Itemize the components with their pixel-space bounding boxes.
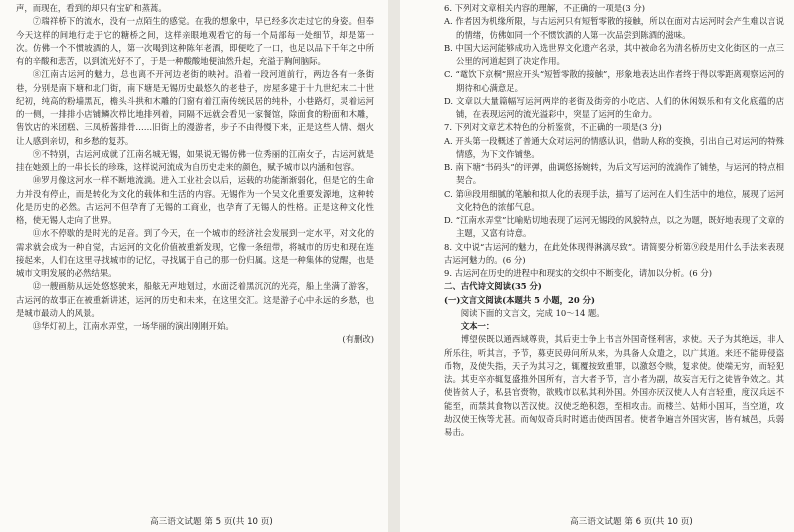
left-page [0, 0, 388, 532]
essay-paragraph: ⑧江南古运河的魅力，总也离不开河边老街的映衬。沿着一段河道前行，两边各有一条街巷，分别是南下塘和北门街，南下塘是无锡历史最悠久的老巷子，房屋多建于十九世纪末二十世纪初，纯高的粉墙黑瓦，檐头斗拱和木雕的门窗有着江南传统民居的纯朴，小巷路灯，灵着运河的一侧，一排排小店铺鳞次栉比地排列着，同隔不远就会看见一家餐馆，除面食的粉面和木雕，售饮店的米团糕、三凤桥酱排骨……旧街上的漫游者，步子不由得慢下来，正是这些人情、烟火让人感到亲切，和乡愁的复苏。 [16, 69, 374, 146]
answer-option: C. “鼋饮下京桐”照应开头“短暂零散的接触”，形象地表达出作者终于得以零距离观察运河的期待和心满意足。 [444, 69, 784, 93]
essay-paragraph: ⑪水不停歇的是时光的足音。到了今天，在一个城市的经济社会发展到一定水平，对文化的需求就会成为一种自觉，古运河的文化价值被重新发现，它像一条纽带，将城市的历史和现在连接起来，人们在这里寻找城市的记忆，寻找属于自己的那一份归属。这是一种集体的觉醒，也是城市文明发展的必然结果。 [16, 228, 374, 278]
section-heading: 文本一： [460, 321, 495, 331]
essay-paragraph: 声，而现在，看到的却只有宝矿和蒸蒿。 [16, 3, 167, 13]
right-page-body [444, 2, 784, 439]
answer-option: C. 第⑩段用细腻的笔触和拟人化的表现手法，描写了运河在人们生活中的地位，展现了运河文化特色的浓郁气息。 [444, 188, 784, 212]
answer-option: B. 南下塘“书码头”的评弹，曲调悠扬婉转，为后文写运河的流淌作了铺垫，与运河的特点相契合。 [444, 162, 784, 186]
answer-option: A. 开头第一段概述了普通大众对运河的情感认识，借助人称的变换，引出自己对运河的特殊情感，为下文作铺垫。 [444, 135, 784, 159]
answer-option: B. 中国大运河能够成功入选世界文化遗产名录，其中被命名为清名桥历史文化街区的一点三公里的河道起到了决定作用。 [444, 42, 784, 66]
page-gutter [388, 0, 400, 532]
left-page-footer: 高三语文试题 第 5 页(共 10 页) [150, 517, 273, 527]
question-text: 博望侯既以通西域尊贵，其后吏士争上书言外国奇怪利害，求使。天子为其绝远，非人所乐往，听其言，予节，募吏民毋问所从来，为具备人众遣之，以广其道。来还不能毋侵盗币物，及使失指，天子为其习之，辄覆按致重罪，以激怒令赎，复求使。使端无穷，而轻犯法。其吏卒亦辄复盛推外国所有，言大者予节，言小者为副，故妄言无行之徒皆争效之。其使皆贫人子，私县官赍物，欲贱市以私其利外国。外国亦厌汉使人人有言轻重，度汉兵远不能至，而禁其食物以苦汉使。汉使乏绝积怨，至相攻击。而楼兰、姑师小国耳，当空道，攻劫汉使王恢等尤甚。而匈奴奇兵时时遮击使西国者。使者争遍言外国灾害，皆有城邑，兵弱易击。 [444, 334, 784, 437]
section-heading: 二、古代诗文阅读(35 分) [444, 281, 542, 292]
essay-paragraph: ⑩罗月像这河水一样不断地流淌。进入工业社会以后，运载的功能渐渐弱化，但是它的生命力并没有停止，而是转化为文化的载体和生活的内容。无锡作为一个吴文化重要发源地，这种转化是历史的必然。古运河不但孕育了无锡的工商业，也孕育了无锡人的性格。正是这种文化性格，使无锡人走向了世界。 [16, 175, 374, 225]
essay-paragraph: ⑫一艘画舫从远处悠悠驶来，船舷无声地划过，水面泛着黑沉沉的光亮，船上坐满了游客，古运河的故事正在被重新讲述，运河的历史和未来，在这里交汇。这是游子心中永远的乡愁，也是城市最动人的风景。 [16, 281, 374, 318]
essay-paragraph: ⑬华灯初上，江南水弄堂，一场华丽的演出刚刚开始。 [32, 321, 234, 331]
section-heading: (一)文言文阅读(本题共 5 小题，20 分) [444, 294, 595, 305]
right-page-footer: 高三语文试题 第 6 页(共 10 页) [570, 517, 693, 527]
essay-paragraph: ⑨不特别，古运河成就了江南名城无锡，如果说无锡仿佛一位秀丽的江南女子，古运河就是挂在她颈上的一串长长的珍珠，这样说河流成为自历史走来的颜色，赋予城市以内涵和包容。 [16, 148, 374, 172]
source-note: (有删改) [342, 334, 374, 345]
question-text: 阅读下面的文言文，完成 10～14 题。 [460, 307, 605, 318]
answer-option: D. “江南水弄堂”比喻贴切地表现了运河无锡段的风貌特点，以之为题，既好地表现了文章的主题，又富有诗意。 [444, 215, 784, 239]
question-text: 9. 古运河在历史的进程中和现实的交织中不断变化，请加以分析。(6 分) [444, 268, 713, 278]
question-text: 6. 下列对文章相关内容的理解，不正确的一项是(3 分) [444, 3, 646, 13]
answer-option: A. 作者因为机缘所限，与古运河只有短暂零散的接触，所以在面对古运河时会产生难以言说的情绪，仿佛如同一个不惯饮酒的人第一次品尝到陈酒的滋味。 [444, 16, 784, 40]
essay-paragraph: ⑦瑞祥桥下的流水，没有一点陌生的感觉。在我的想象中，早已经多次走过它的身姿。但奉今天这样的间地行走于它的糖桥之间，这样亲眼地观看它的每一个局部每一处细节，却是第一次。仿佛一个不惯坡酒的人，第一次喝到这种陈年老酒，即便吃了一口，也足以品下千年之中所有的辛酸和悲苦，以到流光好不了，于是一种酸酸地便油然升起，充溢于胸间脑际。 [16, 16, 374, 66]
question-text: 7. 下列对文章艺术特色的分析鉴赏，不正确的一项是(3 分) [444, 122, 662, 133]
right-page [400, 0, 794, 532]
left-page-body [16, 2, 374, 333]
answer-option: D. 文章以大量篇幅写运河两岸的老街及街旁的小吃店、人们的休闲娱乐和有文化底蕴的店铺，在表现运河的流光溢彩中，突显了运河的生命力。 [444, 95, 784, 119]
question-text: 8. 文中说“古运河的魅力，在此处体现得淋漓尽致”。请简要分析第⑨段是用什么手法来表现古运河魅力的。(6 分) [444, 241, 784, 265]
